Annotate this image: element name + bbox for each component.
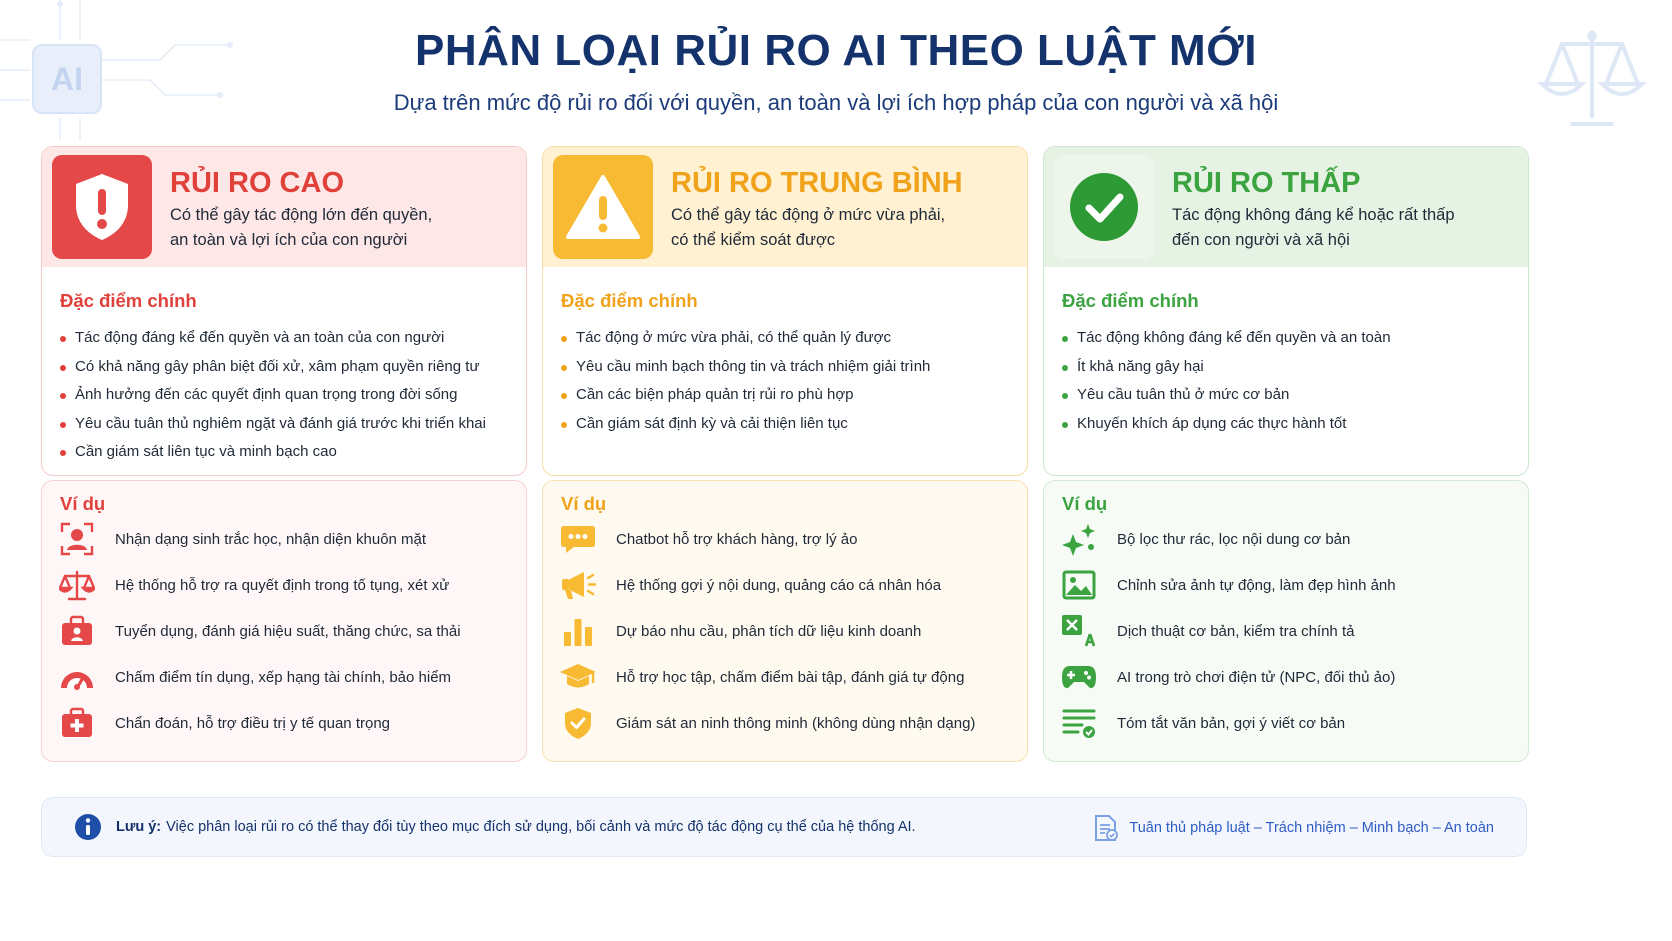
examples-heading: Ví dụ [1062,493,1108,514]
feature-item: Khuyến khích áp dụng các thực hành tốt [1062,410,1528,439]
risk-description: Tác động không đáng kể hoặc rất thấp đến con người và xã hội [1172,206,1455,249]
feature-item: Yêu cầu tuân thủ nghiêm ngặt và đánh giá trước khi triển khai [60,410,526,439]
feature-item: Cần giám sát liên tục và minh bạch cao [60,438,526,467]
image-icon [1060,567,1098,603]
note-label: Lưu ý: [116,819,162,835]
feature-item: Có khả năng gây phân biệt đối xử, xâm phạm quyền riêng tư [60,353,526,382]
example-item: Giám sát an ninh thông minh (không dùng nhận dạng) [559,705,1019,741]
ai-logo: AI [32,44,102,114]
example-item: Bộ lọc thư rác, lọc nội dung cơ bản [1060,521,1520,557]
example-item: Chẩn đoán, hỗ trợ điều trị y tế quan trọng [58,705,518,741]
features-list [561,324,1027,438]
shield-exclamation-icon [52,155,152,259]
features-heading: Đặc điểm chính [1062,290,1199,311]
document-check-icon [1093,814,1119,842]
risk-title: RỦI RO THẤP [1172,167,1361,199]
sparkles-icon [1060,521,1098,557]
feature-item: Yêu cầu minh bạch thông tin và trách nhiệm giải trình [561,353,1027,382]
example-item: Tuyển dụng, đánh giá hiệu suất, thăng chức, sa thải [58,613,518,649]
risk-title: RỦI RO TRUNG BÌNH [671,167,963,199]
face-scan-icon [58,521,96,557]
risk-title: RỦI RO CAO [170,167,344,199]
low-risk-card [1043,146,1529,476]
example-item: Chỉnh sửa ảnh tự động, làm đẹp hình ảnh [1060,567,1520,603]
high-risk-header [42,147,526,267]
low-risk-examples [1043,480,1529,762]
low-risk-header [1044,147,1528,267]
feature-item: Ít khả năng gây hại [1062,353,1528,382]
check-circle-icon [1054,155,1154,259]
medium-risk-card [542,146,1028,476]
example-item: Chấm điểm tín dụng, xếp hạng tài chính, bảo hiểm [58,659,518,695]
page-subtitle: Dựa trên mức độ rủi ro đối với quyền, an toàn và lợi ích hợp pháp của con người và xã hội [393,90,1279,115]
examples-heading: Ví dụ [561,493,607,514]
high-risk-card [41,146,527,476]
bar-chart-icon [559,613,597,649]
warning-triangle-icon [553,155,653,259]
feature-item: Cần các biện pháp quản trị rủi ro phù hợp [561,381,1027,410]
high-risk-column [41,146,527,762]
medium-risk-column [542,146,1028,762]
feature-item: Tác động đáng kể đến quyền và an toàn của con người [60,324,526,353]
medium-risk-examples [542,480,1028,762]
medium-risk-header [543,147,1027,267]
medical-kit-icon [58,705,96,741]
compliance-text: Tuân thủ pháp luật – Trách nhiệm – Minh bạch – An toàn [1129,820,1494,836]
features-list [60,324,526,467]
graduation-cap-icon [559,659,597,695]
feature-item: Ảnh hưởng đến các quyết định quan trọng trong đời sống [60,381,526,410]
shield-check-icon [559,705,597,741]
example-item: Hệ thống hỗ trợ ra quyết định trong tố tụng, xét xử [58,567,518,603]
feature-item: Tác động ở mức vừa phải, có thể quản lý được [561,324,1027,353]
example-item: Chatbot hỗ trợ khách hàng, trợ lý ảo [559,521,1019,557]
features-list [1062,324,1528,438]
info-icon [74,813,102,841]
chat-bubble-icon [559,521,597,557]
examples-heading: Ví dụ [60,493,106,514]
example-item: Dịch thuật cơ bản, kiểm tra chính tả [1060,613,1520,649]
gamepad-icon [1060,659,1098,695]
feature-item: Cần giám sát định kỳ và cải thiện liên tục [561,410,1027,439]
page-title: PHÂN LOẠI RỦI RO AI THEO LUẬT MỚI [415,26,1257,75]
example-item: Hệ thống gợi ý nội dung, quảng cáo cá nhân hóa [559,567,1019,603]
example-item: AI trong trò chơi điện tử (NPC, đối thủ ảo) [1060,659,1520,695]
compliance-tagline [1093,798,1494,858]
risk-description: Có thể gây tác động ở mức vừa phải, có thể kiểm soát được [671,206,946,249]
gauge-icon [58,659,96,695]
megaphone-icon [559,567,597,603]
briefcase-user-icon [58,613,96,649]
features-heading: Đặc điểm chính [60,290,197,311]
translate-icon [1060,613,1098,649]
scales-icon [58,567,96,603]
risk-description: Có thể gây tác động lớn đến quyền, an toàn và lợi ích của con người [170,206,433,249]
example-item: Dự báo nhu cầu, phân tích dữ liệu kinh doanh [559,613,1019,649]
note-text: Việc phân loại rủi ro có thể thay đổi tùy theo mục đích sử dụng, bối cảnh và mức độ tác động cụ thể của hệ thống AI. [166,819,916,835]
high-risk-examples [41,480,527,762]
example-item: Nhận dạng sinh trắc học, nhận diện khuôn mặt [58,521,518,557]
feature-item: Yêu cầu tuân thủ ở mức cơ bản [1062,381,1528,410]
low-risk-column [1043,146,1529,762]
example-item: Tóm tắt văn bản, gợi ý viết cơ bản [1060,705,1520,741]
features-heading: Đặc điểm chính [561,290,698,311]
text-summary-icon [1060,705,1098,741]
example-item: Hỗ trợ học tập, chấm điểm bài tập, đánh giá tự động [559,659,1019,695]
feature-item: Tác động không đáng kể đến quyền và an toàn [1062,324,1528,353]
note-bar [41,797,1527,857]
